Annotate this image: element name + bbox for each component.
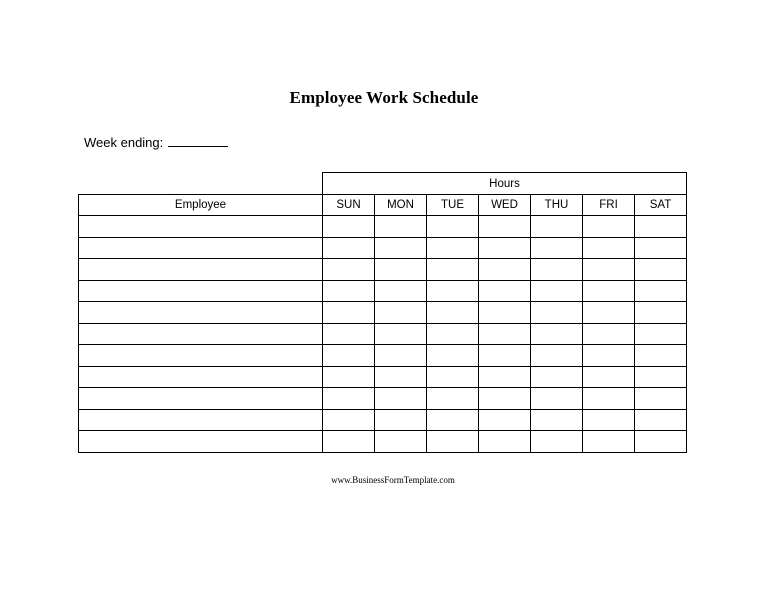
table-row (79, 280, 687, 302)
hours-cell-thu[interactable] (531, 259, 583, 281)
hours-cell-thu[interactable] (531, 409, 583, 431)
hours-cell-tue[interactable] (427, 216, 479, 238)
hours-cell-fri[interactable] (583, 366, 635, 388)
hours-cell-mon[interactable] (375, 259, 427, 281)
hours-cell-sat[interactable] (635, 237, 687, 259)
employee-name-cell[interactable] (79, 388, 323, 410)
table-row (79, 388, 687, 410)
hours-cell-sun[interactable] (323, 345, 375, 367)
hours-cell-mon[interactable] (375, 280, 427, 302)
hours-cell-wed[interactable] (479, 216, 531, 238)
table-row (79, 345, 687, 367)
hours-cell-mon[interactable] (375, 323, 427, 345)
day-header-fri: FRI (583, 195, 635, 216)
hours-cell-tue[interactable] (427, 388, 479, 410)
hours-cell-tue[interactable] (427, 280, 479, 302)
hours-cell-sun[interactable] (323, 259, 375, 281)
table-row (79, 237, 687, 259)
hours-cell-tue[interactable] (427, 409, 479, 431)
hours-cell-fri[interactable] (583, 280, 635, 302)
hours-cell-thu[interactable] (531, 216, 583, 238)
table-row (79, 366, 687, 388)
hours-cell-tue[interactable] (427, 431, 479, 453)
hours-cell-sun[interactable] (323, 280, 375, 302)
employee-name-cell[interactable] (79, 345, 323, 367)
employee-name-cell[interactable] (79, 409, 323, 431)
hours-cell-fri[interactable] (583, 388, 635, 410)
hours-cell-thu[interactable] (531, 280, 583, 302)
hours-cell-wed[interactable] (479, 323, 531, 345)
day-header-sat: SAT (635, 195, 687, 216)
hours-cell-sat[interactable] (635, 388, 687, 410)
hours-cell-sun[interactable] (323, 431, 375, 453)
hours-cell-wed[interactable] (479, 345, 531, 367)
hours-cell-mon[interactable] (375, 431, 427, 453)
hours-cell-tue[interactable] (427, 259, 479, 281)
hours-cell-sun[interactable] (323, 237, 375, 259)
schedule-table (78, 172, 687, 453)
table-row (79, 216, 687, 238)
table-row (79, 323, 687, 345)
hours-cell-sat[interactable] (635, 280, 687, 302)
hours-cell-fri[interactable] (583, 323, 635, 345)
hours-cell-wed[interactable] (479, 302, 531, 324)
hours-cell-thu[interactable] (531, 323, 583, 345)
hours-cell-mon[interactable] (375, 345, 427, 367)
hours-cell-fri[interactable] (583, 409, 635, 431)
hours-cell-sun[interactable] (323, 388, 375, 410)
employee-name-cell[interactable] (79, 216, 323, 238)
hours-cell-sat[interactable] (635, 409, 687, 431)
hours-cell-tue[interactable] (427, 323, 479, 345)
hours-cell-sun[interactable] (323, 302, 375, 324)
hours-cell-mon[interactable] (375, 409, 427, 431)
hours-cell-sat[interactable] (635, 366, 687, 388)
week-ending-label: Week ending: (84, 135, 164, 150)
hours-cell-wed[interactable] (479, 409, 531, 431)
hours-cell-sat[interactable] (635, 216, 687, 238)
hours-cell-fri[interactable] (583, 345, 635, 367)
week-ending-blank[interactable] (168, 133, 228, 147)
hours-cell-sat[interactable] (635, 323, 687, 345)
hours-cell-mon[interactable] (375, 388, 427, 410)
employee-name-cell[interactable] (79, 302, 323, 324)
hours-cell-wed[interactable] (479, 280, 531, 302)
hours-cell-thu[interactable] (531, 388, 583, 410)
hours-cell-sat[interactable] (635, 302, 687, 324)
employee-name-cell[interactable] (79, 323, 323, 345)
hours-group-header: Hours (323, 173, 687, 195)
hours-cell-mon[interactable] (375, 237, 427, 259)
hours-cell-sun[interactable] (323, 366, 375, 388)
hours-cell-thu[interactable] (531, 366, 583, 388)
table-row (79, 259, 687, 281)
page-title: Employee Work Schedule (289, 88, 479, 107)
hours-cell-tue[interactable] (427, 302, 479, 324)
day-header-sun: SUN (323, 195, 375, 216)
day-header-wed: WED (479, 195, 531, 216)
table-row (79, 431, 687, 453)
hours-cell-sun[interactable] (323, 323, 375, 345)
employee-name-cell[interactable] (79, 366, 323, 388)
hours-cell-fri[interactable] (583, 237, 635, 259)
hours-cell-sat[interactable] (635, 259, 687, 281)
hours-cell-wed[interactable] (479, 366, 531, 388)
hours-cell-mon[interactable] (375, 366, 427, 388)
hours-cell-wed[interactable] (479, 431, 531, 453)
employee-name-cell[interactable] (79, 237, 323, 259)
hours-cell-mon[interactable] (375, 302, 427, 324)
hours-cell-wed[interactable] (479, 388, 531, 410)
hours-cell-thu[interactable] (531, 345, 583, 367)
hours-cell-fri[interactable] (583, 302, 635, 324)
hours-cell-fri[interactable] (583, 216, 635, 238)
hours-cell-fri[interactable] (583, 259, 635, 281)
empty-corner-cell (79, 173, 323, 195)
day-header-thu: THU (531, 195, 583, 216)
employee-column-header: Employee (79, 195, 323, 216)
employee-name-cell[interactable] (79, 259, 323, 281)
week-ending-field (84, 133, 228, 150)
table-row (79, 302, 687, 324)
column-header-row (79, 195, 687, 216)
employee-name-cell[interactable] (79, 431, 323, 453)
hours-cell-wed[interactable] (479, 259, 531, 281)
hours-cell-fri[interactable] (583, 431, 635, 453)
hours-cell-tue[interactable] (427, 237, 479, 259)
hours-cell-sat[interactable] (635, 345, 687, 367)
footer-url: www.BusinessFormTemplate.com (331, 475, 455, 485)
hours-cell-sun[interactable] (323, 409, 375, 431)
hours-cell-thu[interactable] (531, 237, 583, 259)
day-header-tue: TUE (427, 195, 479, 216)
hours-cell-thu[interactable] (531, 302, 583, 324)
hours-cell-sat[interactable] (635, 431, 687, 453)
employee-name-cell[interactable] (79, 280, 323, 302)
hours-cell-wed[interactable] (479, 237, 531, 259)
hours-cell-tue[interactable] (427, 345, 479, 367)
hours-header-row (79, 173, 687, 195)
table-row (79, 409, 687, 431)
day-header-mon: MON (375, 195, 427, 216)
hours-cell-tue[interactable] (427, 366, 479, 388)
hours-cell-mon[interactable] (375, 216, 427, 238)
hours-cell-sun[interactable] (323, 216, 375, 238)
hours-cell-thu[interactable] (531, 431, 583, 453)
